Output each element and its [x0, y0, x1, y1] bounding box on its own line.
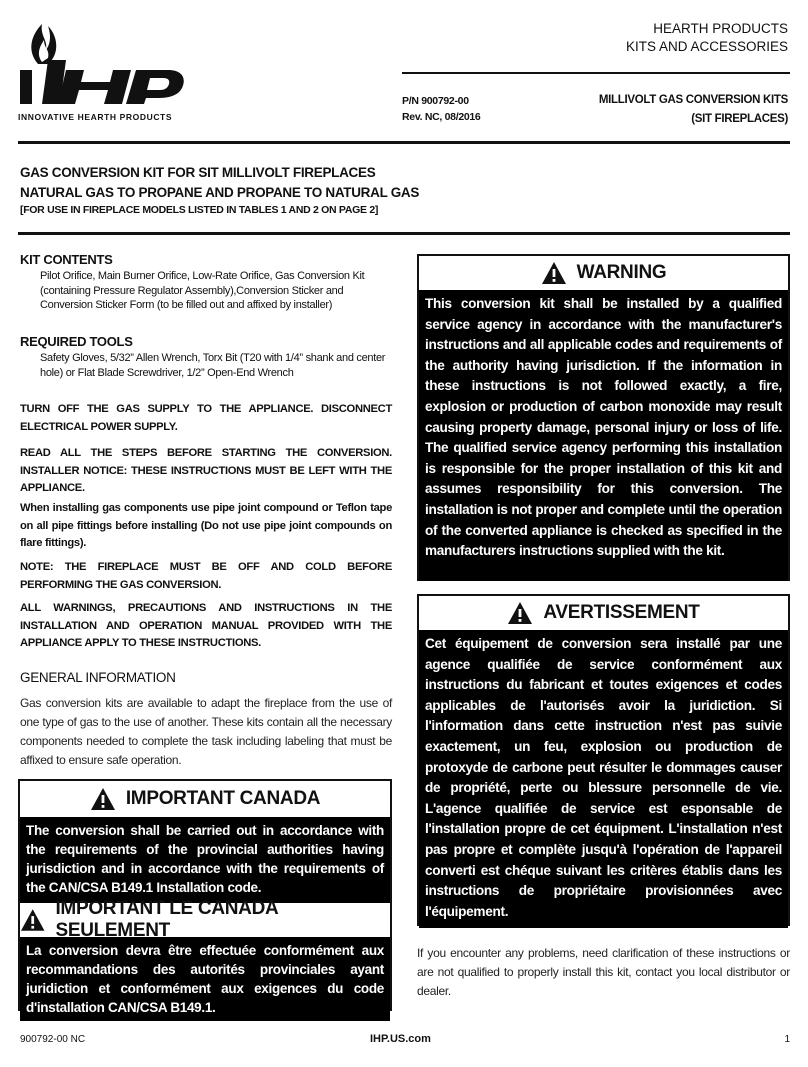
kit-title — [599, 91, 788, 129]
important-canada-header — [20, 781, 390, 817]
avertissement-box — [417, 594, 790, 926]
warning-heading: WARNING — [576, 262, 667, 283]
avertissement-heading: AVERTISSEMENT — [543, 602, 700, 623]
title-line-1: GAS CONVERSION KIT FOR SIT MILLIVOLT FIREPLACES — [20, 165, 376, 180]
important-canada-heading: IMPORTANT CANADA — [125, 788, 321, 809]
required-tools-body: Safety Gloves, 5/32” Allen Wrench, Torx Bit (T20 with 1/4” shank and center hole) or Flat Blade Screwdriver, 1/2” Open-End Wrench — [40, 352, 386, 379]
ihp-logo — [18, 20, 188, 125]
important-canada-box — [18, 779, 392, 1015]
instruction-paragraph: When installing gas components use pipe joint compound or Teflon tape on all pipe fittings before installing (Do not use pipe joint compounds on flare fittings). — [20, 502, 392, 549]
kit-title-line-1: MILLIVOLT GAS CONVERSION KITS — [598, 94, 788, 106]
warning-box — [417, 254, 790, 581]
brand-heading — [626, 20, 788, 56]
flame-logo-icon — [18, 20, 188, 112]
part-info — [402, 93, 480, 125]
header-rule — [402, 72, 790, 74]
avertissement-header — [419, 596, 788, 630]
kit-title-line-2: (SIT FIREPLACES) — [691, 113, 788, 125]
general-info-heading: GENERAL INFORMATION — [20, 670, 176, 685]
divider — [18, 232, 790, 235]
brand-line-2: KITS AND ACCESSORIES — [625, 39, 788, 54]
kit-contents-body: Pilot Orifice, Main Burner Orifice, Low-Rate Orifice, Gas Conversion Kit (containing Pressure Regulator Assembly),Conversion Sticker and Conversion Sticker Form (to be filled out and affixed by installer) — [40, 270, 365, 311]
revision: Rev. NC, 08/2016 — [402, 111, 481, 123]
instruction-paragraph: NOTE: THE FIREPLACE MUST BE OFF AND COLD BEFORE PERFORMING THE GAS CONVERSION. — [20, 561, 392, 591]
title-note: [FOR USE IN FIREPLACE MODELS LISTED IN TABLES 1 AND 2 ON PAGE 2] — [20, 204, 379, 216]
avertissement-text: Cet équipement de conversion sera installé par une agence qualifiée de service conformément aux instructions du fabricant et toutes exigences et codes applicables de l'autorisés avoir la juridiction. Si l'information dans cette instruction n'est pas suivie exactement, un feu, explosion ou production de protoxyde de carbone peut résulter le dommages causer de propriété, perte ou blessure personnelle de vie. L'agence qualifiée de service est esponsable de l'installation propre de cet équipment. L'installation n'est pas propre et complète jusqu'à l'opération de l'appareil converti est chéque suivant les critères établis dans les instructions de propriétaire provisionnées avec l'équipement. — [419, 630, 788, 928]
contact-note: If you encounter any problems, need clarification of these instructions or are not qualified to properly install this kit, contact you local distributor or dealer. — [417, 946, 790, 998]
footer-website-link[interactable]: IHP.US.com — [370, 1033, 431, 1045]
instruction-paragraph: TURN OFF THE GAS SUPPLY TO THE APPLIANCE. DISCONNECT ELECTRICAL POWER SUPPLY. — [20, 403, 392, 433]
important-canada-fr-text: La conversion devra être effectuée conformément aux recommandations des autorités provinciales ayant juridiction et conformément aux exigences du code d'installation CAN/CSA B149.1. — [20, 937, 390, 1021]
part-number: P/N 900792-00 — [402, 95, 469, 107]
page-number: 1 — [784, 1034, 790, 1045]
warning-triangle-icon — [541, 261, 567, 285]
warning-text: This conversion kit shall be installed by a qualified service agency in accordance with the manufacturer's instructions and all applicable codes and requirements of the authority having jurisdiction. If the information in these instructions is not followed exactly, a fire, explosion or production of carbon monoxide may result causing property damage, personal injury or loss of life. The qualified service agency performing this installation is responsible for the proper installation of this kit and assumes responsibility for this conversion. The installation is not proper and complete until the operation of the converted appliance is checked as specified in the manufacturers instructions supplied with the kit. — [419, 290, 788, 581]
required-tools-heading: REQUIRED TOOLS — [20, 334, 133, 349]
warning-triangle-icon — [507, 601, 533, 625]
general-info-body: Gas conversion kits are available to adapt the fireplace from the use of one type of gas to the use of another. These kits contain all the necessary components needed to complete the task including labeling that must be affixed to ensure safe operation. — [20, 696, 392, 767]
instruction-paragraph: ALL WARNINGS, PRECAUTIONS AND INSTRUCTIONS IN THE INSTALLATION AND OPERATION MANUAL PROVIDED WITH THE APPLIANCE APPLY TO THESE INSTRUCTIONS. — [20, 602, 392, 649]
important-canada-text: The conversion shall be carried out in accordance with the requirements of the provincial authorities having jurisdiction and in accordance with the requirements of the CAN/CSA B149.1 Installation code. — [20, 817, 390, 903]
page-title — [20, 163, 419, 203]
title-line-2: NATURAL GAS TO PROPANE AND PROPANE TO NATURAL GAS — [20, 185, 420, 200]
footer-doc-code: 900792-00 NC — [20, 1034, 86, 1045]
important-canada-fr-header — [20, 898, 390, 941]
warning-triangle-icon — [90, 787, 116, 811]
brand-line-1: HEARTH PRODUCTS — [653, 21, 788, 36]
warning-triangle-icon — [20, 908, 45, 932]
warning-header — [419, 256, 788, 290]
important-canada-fr-heading: IMPORTANT LE CANADA SEULEMENT — [55, 898, 278, 941]
logo-tagline: INNOVATIVE HEARTH PRODUCTS — [18, 112, 173, 122]
instruction-paragraph: READ ALL THE STEPS BEFORE STARTING THE CONVERSION. INSTALLER NOTICE: THESE INSTRUCTIONS MUST BE LEFT WITH THE APPLIANCE. — [20, 447, 392, 494]
divider — [18, 141, 790, 144]
kit-contents-heading: KIT CONTENTS — [20, 252, 113, 267]
